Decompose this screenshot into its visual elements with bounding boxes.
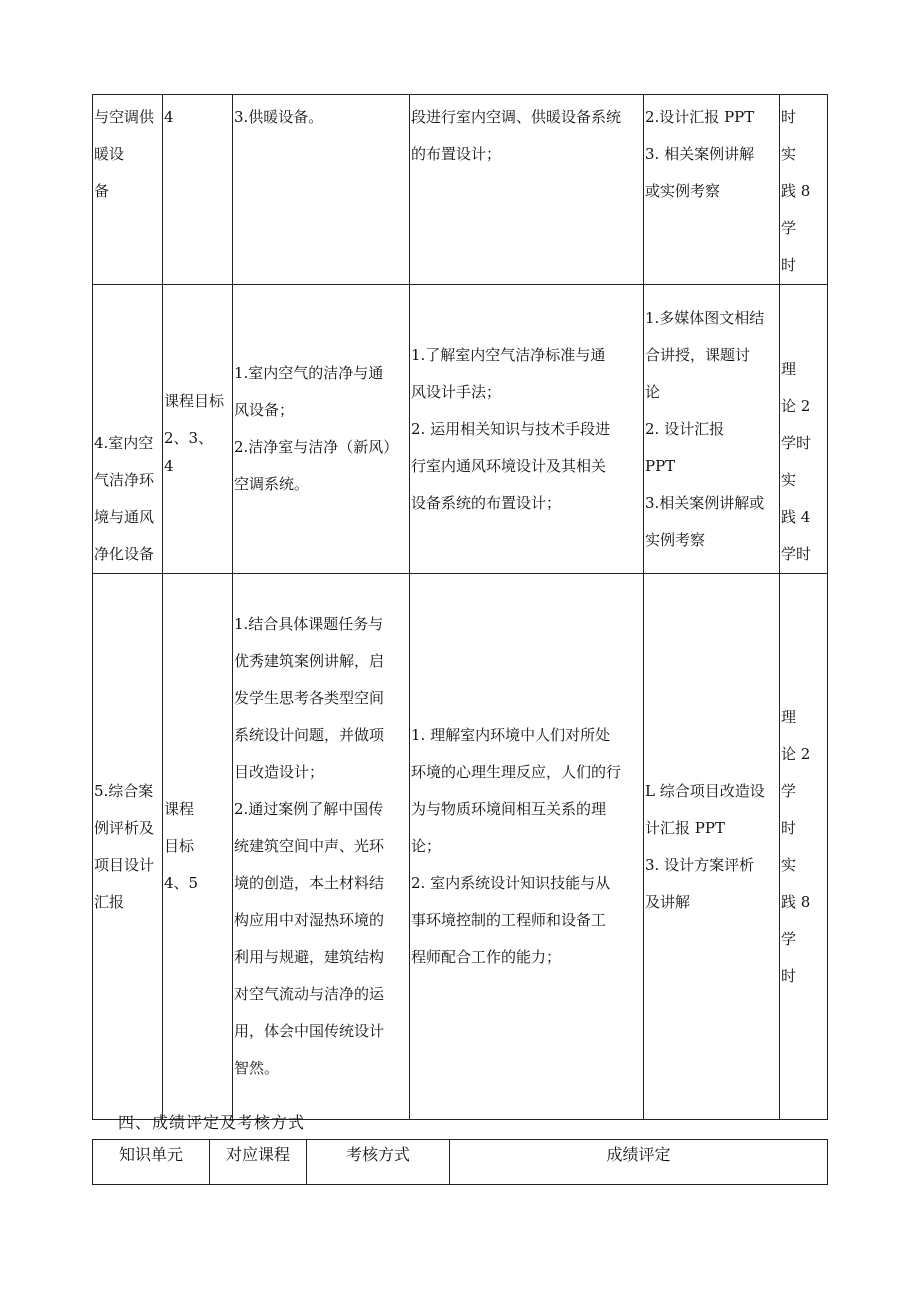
target-cell: 课程 目标 4、5	[163, 574, 233, 1120]
content-cell: 1.结合具体课题任务与 优秀建筑案例讲解，启 发学生思考各类型空间 系统设计问题，并做项 目改造设计； 2.通过案例了解中国传 统建筑空间中声、光环 境的创造，本土材料结 构应用中对湿热环境的 利用与规避，建筑结构 对空气流动与洁净的运 用，体会中国传统设计 智然。	[233, 574, 410, 1120]
unit-cell: 与空调供 暖设 备	[93, 95, 163, 285]
unit-cell: 5.综合案 例评析及 项目设计 汇报	[93, 574, 163, 1120]
header-assessment: 考核方式	[307, 1140, 450, 1185]
section-heading: 四、成绩评定及考核方式	[118, 1113, 306, 1132]
course-content-table	[92, 94, 828, 1120]
header-course: 对应课程	[210, 1140, 307, 1185]
table-row	[93, 574, 828, 1120]
header-grading: 成绩评定	[450, 1140, 828, 1185]
hours-cell: 时 实 践 8 学 时	[780, 95, 828, 285]
target-cell: 课程目标 2、3、 4	[163, 285, 233, 574]
content-cell: 1.室内空气的洁净与通 风设备； 2.洁净室与洁净（新风） 空调系统。	[233, 285, 410, 574]
content-cell: 3.供暖设备。	[233, 95, 410, 285]
table-row	[93, 95, 828, 285]
methods-cell: L 综合项目改造设 计汇报 PPT 3. 设计方案评析 及讲解	[644, 574, 780, 1120]
header-knowledge-unit: 知识单元	[93, 1140, 210, 1185]
table-header-row	[93, 1140, 828, 1185]
requirements-cell: 段进行室内空调、供暖设备系统 的布置设计；	[410, 95, 644, 285]
methods-cell: 2.设计汇报 PPT 3. 相关案例讲解 或实例考察	[644, 95, 780, 285]
table-row	[93, 285, 828, 574]
target-cell: 4	[163, 95, 233, 285]
requirements-cell: 1. 理解室内环境中人们对所处 环境的心理生理反应，人们的行 为与物质环境间相互关系的理 论； 2. 室内系统设计知识技能与从 事环境控制的工程师和设备工 程师配合工作的能力；	[410, 574, 644, 1120]
methods-cell: 1.多媒体图文相结 合讲授，课题讨 论 2. 设计汇报 PPT 3.相关案例讲解或 实例考察	[644, 285, 780, 574]
requirements-cell: 1.了解室内空气洁净标准与通 风设计手法； 2. 运用相关知识与技术手段进 行室内通风环境设计及其相关 设备系统的布置设计；	[410, 285, 644, 574]
grading-table	[92, 1139, 828, 1185]
hours-cell: 理 论 2 学时 实 践 4 学时	[780, 285, 828, 574]
hours-cell: 理 论 2 学 时 实 践 8 学 时	[780, 574, 828, 1120]
unit-cell: 4.室内空 气洁净环 境与通风 净化设备	[93, 285, 163, 574]
